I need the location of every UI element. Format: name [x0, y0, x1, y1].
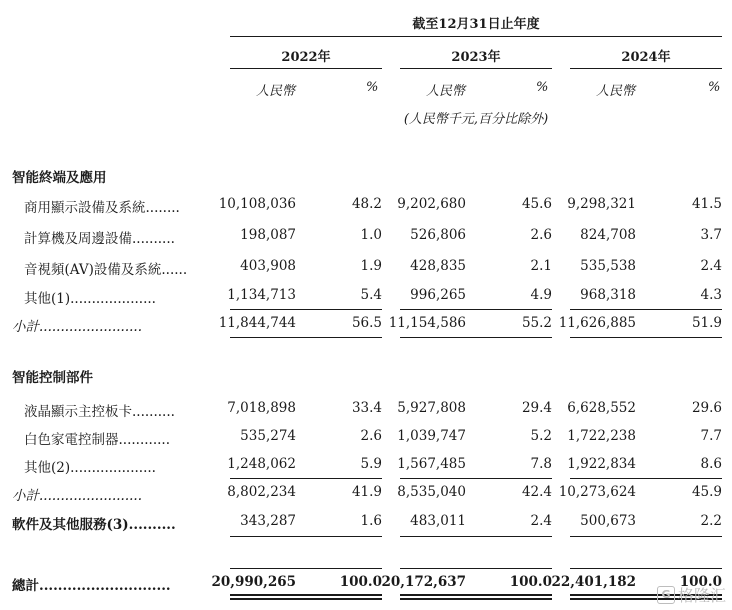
row-terminals-subtotal-label: 小計........................ [12, 319, 142, 335]
row-terminals-subtotal-cell: 11,844,744 [218, 315, 296, 331]
year-rule-2023 [400, 68, 552, 69]
row-commercial-display-cell: 9,298,321 [567, 196, 636, 212]
year-2022: 2022年 [281, 50, 331, 65]
rule-below-total [230, 594, 382, 596]
rule-below-software [570, 536, 722, 537]
row-terminals-other-cell: 1,134,713 [227, 287, 296, 303]
row-components-subtotal-cell: 45.9 [691, 484, 722, 500]
rule-below-terminals-subtotal [400, 337, 552, 338]
row-appliance-controller-cell: 7.7 [700, 428, 722, 444]
row-components-subtotal-cell: 8,802,234 [227, 484, 296, 500]
row-computer-peripherals-cell: 824,708 [580, 227, 636, 243]
row-components-other-cell: 1,567,485 [397, 456, 466, 472]
percent-label-2023: % [536, 80, 549, 95]
row-software-services-label: 軟件及其他服務(3).......... [12, 517, 176, 533]
rule-above-components-subtotal [230, 478, 382, 479]
row-total-cell: 100.0 [679, 574, 722, 590]
row-computer-peripherals-cell: 3.7 [700, 227, 722, 243]
row-av-equipment-cell: 2.1 [530, 258, 552, 274]
rule-below-software [400, 536, 552, 537]
row-commercial-display-cell: 45.6 [521, 196, 552, 212]
rule-above-total [400, 568, 552, 569]
row-commercial-display-cell: 48.2 [351, 196, 382, 212]
year-2024: 2024年 [621, 50, 671, 65]
row-terminals-subtotal-cell: 56.5 [351, 315, 382, 331]
currency-label-2022: 人民幣 [256, 84, 296, 99]
row-terminals-subtotal-cell: 55.2 [521, 315, 552, 331]
row-lcd-mainboard-cell: 7,018,898 [227, 400, 296, 416]
row-components-subtotal-cell: 10,273,624 [558, 484, 636, 500]
row-software-services-cell: 2.4 [530, 513, 552, 529]
row-computer-peripherals-cell: 1.0 [360, 227, 382, 243]
row-computer-peripherals-cell: 198,087 [240, 227, 296, 243]
percent-label-2022: % [366, 80, 379, 95]
row-components-other-cell: 8.6 [700, 456, 722, 472]
rule-above-total [570, 568, 722, 569]
row-components-other-cell: 1,922,834 [567, 456, 636, 472]
row-terminals-other-label: 其他(1).................... [24, 291, 156, 307]
rule-above-components-subtotal [570, 478, 722, 479]
row-software-services-cell: 343,287 [240, 513, 296, 529]
row-lcd-mainboard-cell: 29.4 [521, 400, 552, 416]
row-av-equipment-cell: 535,538 [580, 258, 636, 274]
year-rule-2022 [230, 68, 382, 69]
row-software-services-cell: 1.6 [360, 513, 382, 529]
section-title-terminals: 智能終端及應用 [12, 170, 107, 186]
row-lcd-mainboard-cell: 5,927,808 [397, 400, 466, 416]
row-terminals-subtotal-cell: 11,154,586 [388, 315, 466, 331]
section-title-components: 智能控制部件 [12, 370, 93, 386]
rule-below-total [400, 594, 552, 596]
row-components-other-cell: 5.9 [360, 456, 382, 472]
row-appliance-controller-label: 白色家電控制器............ [24, 432, 170, 448]
rule-below-terminals-subtotal [230, 337, 382, 338]
row-software-services-cell: 2.2 [700, 513, 722, 529]
rule-above-components-subtotal [400, 478, 552, 479]
row-computer-peripherals-cell: 2.6 [530, 227, 552, 243]
row-lcd-mainboard-cell: 33.4 [351, 400, 382, 416]
row-commercial-display-cell: 9,202,680 [397, 196, 466, 212]
row-lcd-mainboard-label: 液晶顯示主控板卡.......... [24, 404, 175, 420]
row-commercial-display-cell: 10,108,036 [218, 196, 296, 212]
rule-above-terminals-subtotal [570, 309, 722, 310]
row-components-other-cell: 1,248,062 [227, 456, 296, 472]
row-software-services-cell: 483,011 [410, 513, 466, 529]
row-appliance-controller-cell: 2.6 [360, 428, 382, 444]
row-total-cell: 20,172,637 [381, 574, 466, 590]
percent-label-2024: % [708, 80, 721, 95]
rule-below-software [230, 536, 382, 537]
row-terminals-subtotal-cell: 51.9 [691, 315, 722, 331]
row-av-equipment-cell: 403,908 [240, 258, 296, 274]
rule-below-terminals-subtotal [570, 337, 722, 338]
row-components-subtotal-label: 小計........................ [12, 488, 142, 504]
row-av-equipment-cell: 2.4 [700, 258, 722, 274]
row-total-cell: 100.0 [509, 574, 552, 590]
row-computer-peripherals-label: 計算機及周邊設備.......... [24, 231, 175, 247]
unit-note: (人民幣千元,百分比除外) [403, 112, 549, 127]
row-terminals-other-cell: 5.4 [360, 287, 382, 303]
watermark-text: 格隆汇 [677, 586, 726, 605]
rule-below-total [400, 598, 552, 600]
year-rule-2024 [570, 68, 722, 69]
row-total-cell: 20,990,265 [211, 574, 296, 590]
row-av-equipment-label: 音視頻(AV)設備及系統...... [24, 262, 188, 278]
currency-label-2023: 人民幣 [426, 84, 466, 99]
row-appliance-controller-cell: 535,274 [240, 428, 296, 444]
row-av-equipment-cell: 428,835 [410, 258, 466, 274]
row-total-cell: 22,401,182 [551, 574, 636, 590]
row-commercial-display-label: 商用顯示設備及系統........ [24, 200, 180, 216]
row-lcd-mainboard-cell: 29.6 [691, 400, 722, 416]
row-total-cell: 100.0 [339, 574, 382, 590]
row-components-other-label: 其他(2).................... [24, 460, 156, 476]
row-terminals-other-cell: 968,318 [580, 287, 636, 303]
row-terminals-other-cell: 4.9 [530, 287, 552, 303]
period-header: 截至12月31日止年度 [412, 17, 540, 32]
header-rule [230, 36, 722, 37]
rule-above-terminals-subtotal [230, 309, 382, 310]
row-appliance-controller-cell: 5.2 [530, 428, 552, 444]
row-components-subtotal-cell: 42.4 [521, 484, 552, 500]
currency-label-2024: 人民幣 [596, 84, 636, 99]
watermark [657, 583, 726, 606]
row-appliance-controller-cell: 1,039,747 [397, 428, 466, 444]
row-components-other-cell: 7.8 [530, 456, 552, 472]
row-appliance-controller-cell: 1,722,238 [567, 428, 636, 444]
year-2023: 2023年 [451, 50, 501, 65]
rule-below-total [230, 598, 382, 600]
rule-above-terminals-subtotal [400, 309, 552, 310]
row-terminals-other-cell: 996,265 [410, 287, 466, 303]
row-components-subtotal-cell: 41.9 [351, 484, 382, 500]
rule-above-total [230, 568, 382, 569]
row-components-subtotal-cell: 8,535,040 [397, 484, 466, 500]
row-terminals-subtotal-cell: 11,626,885 [558, 315, 636, 331]
row-av-equipment-cell: 1.9 [360, 258, 382, 274]
row-commercial-display-cell: 41.5 [691, 196, 722, 212]
row-lcd-mainboard-cell: 6,628,552 [567, 400, 636, 416]
row-software-services-cell: 500,673 [580, 513, 636, 529]
gelonghui-logo-icon: G [657, 586, 675, 604]
row-total-label: 總計............................ [12, 578, 171, 594]
row-terminals-other-cell: 4.3 [700, 287, 722, 303]
row-computer-peripherals-cell: 526,806 [410, 227, 466, 243]
